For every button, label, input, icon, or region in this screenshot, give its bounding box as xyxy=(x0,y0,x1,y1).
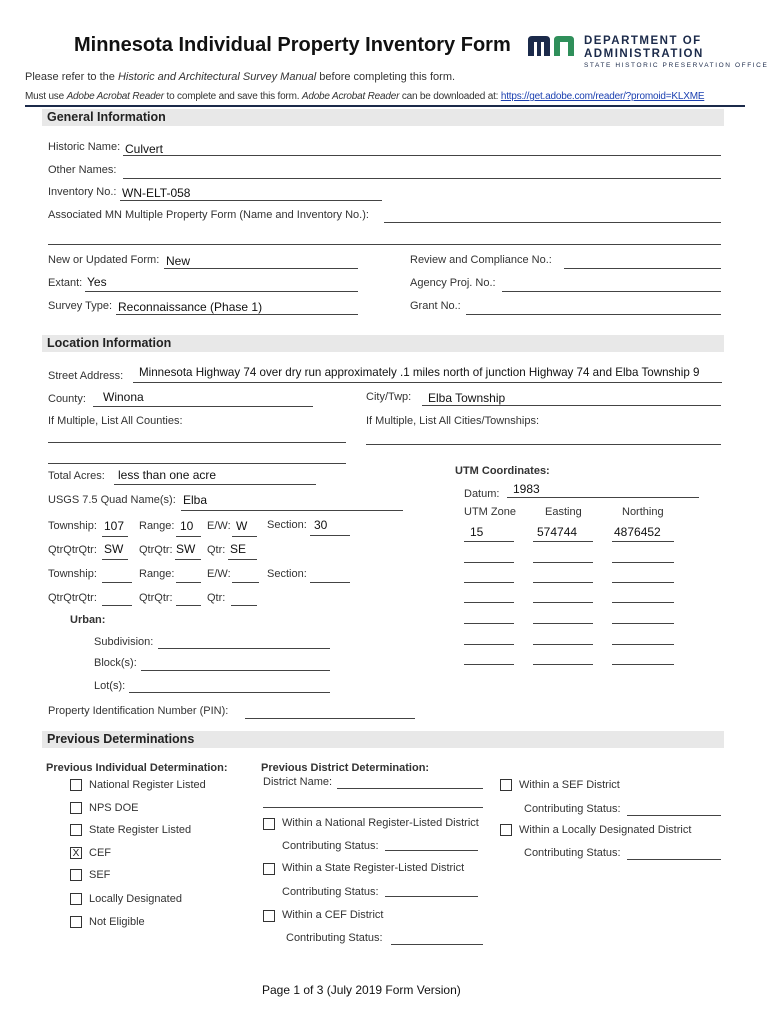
agency-label: Agency Proj. No.: xyxy=(410,277,496,289)
cef-district-label: Within a CEF District xyxy=(282,909,384,921)
ew-label: E/W: xyxy=(207,520,231,532)
cef-contributing-field[interactable] xyxy=(391,944,483,945)
nr-district-label: Within a National Register-Listed District xyxy=(282,817,479,829)
sef-contributing-label: Contributing Status: xyxy=(524,803,621,815)
must-use-text: Must use Adobe Acrobat Reader to complete and save this form. Adobe Acrobat Reader can be downloaded at: https://get.adobe.com/reader/?promoid=KLXME xyxy=(25,91,705,102)
range2-field[interactable] xyxy=(176,582,201,583)
northing-field[interactable]: 4876452 xyxy=(614,525,661,539)
section-field[interactable]: 30 xyxy=(314,518,328,532)
county-label: County: xyxy=(48,393,86,405)
qqq2-label: QtrQtrQtr: xyxy=(48,592,97,604)
q2-field[interactable] xyxy=(231,605,257,606)
pin-field[interactable] xyxy=(245,718,415,719)
individual-heading: Previous Individual Determination: xyxy=(46,762,228,774)
locally-designated-label: Locally Designated xyxy=(89,893,182,905)
sef-district-label: Within a SEF District xyxy=(519,779,620,791)
intro-text: Please refer to the Historic and Architectural Survey Manual before completing this form. xyxy=(25,71,456,83)
lots-label: Lot(s): xyxy=(94,680,126,692)
location-heading: Location Information xyxy=(42,335,724,352)
checkbox-national-register[interactable] xyxy=(70,779,82,791)
extant-field[interactable]: Yes xyxy=(87,275,107,289)
checkbox-sef[interactable] xyxy=(70,869,82,881)
historic-name-field[interactable]: Culvert xyxy=(125,142,164,156)
state-contributing-field[interactable] xyxy=(385,896,478,897)
range2-label: Range: xyxy=(139,568,175,580)
checkbox-cef[interactable]: X xyxy=(70,847,82,859)
checkbox-not-eligible[interactable] xyxy=(70,916,82,928)
qq2-field[interactable] xyxy=(176,605,201,606)
not-eligible-label: Not Eligible xyxy=(89,916,145,928)
manual-name: Historic and Architectural Survey Manual xyxy=(117,71,317,83)
city-label: City/Twp: xyxy=(366,391,412,403)
subdivision-label: Subdivision: xyxy=(94,636,154,648)
township2-field[interactable] xyxy=(102,582,132,583)
general-heading: General Information xyxy=(42,109,724,126)
qq-field[interactable]: SW xyxy=(176,542,196,556)
review-label: Review and Compliance No.: xyxy=(410,254,552,266)
grant-field[interactable] xyxy=(466,314,721,315)
section2-label: Section: xyxy=(267,568,307,580)
section2-field[interactable] xyxy=(310,582,350,583)
review-field[interactable] xyxy=(564,268,721,269)
township-field[interactable]: 107 xyxy=(104,519,125,533)
ew2-label: E/W: xyxy=(207,568,231,580)
qqq-field[interactable]: SW xyxy=(104,542,124,556)
multi-cities-label: If Multiple, List All Cities/Townships: xyxy=(366,415,540,427)
subdivision-field[interactable] xyxy=(158,648,330,649)
city-field[interactable]: Elba Township xyxy=(428,391,506,405)
quad-field[interactable]: Elba xyxy=(183,493,208,507)
sef-label: SEF xyxy=(89,869,111,881)
survey-type-field[interactable]: Reconnaissance (Phase 1) xyxy=(118,300,263,314)
utm-zone-label: UTM Zone xyxy=(464,506,516,518)
county-field[interactable]: Winona xyxy=(103,390,144,404)
logo-shpo: STATE HISTORIC PRESERVATION OFFICE xyxy=(584,62,769,69)
easting-field[interactable]: 574744 xyxy=(537,525,578,539)
q-label: Qtr: xyxy=(207,544,226,556)
inventory-field[interactable]: WN-ELT-058 xyxy=(122,186,191,200)
nr-contributing-label: Contributing Status: xyxy=(282,840,379,852)
utm-label: UTM Coordinates: xyxy=(455,465,550,477)
new-updated-label: New or Updated Form: xyxy=(48,254,160,266)
state-register-label: State Register Listed xyxy=(89,824,192,836)
qqq2-field[interactable] xyxy=(102,605,132,606)
checkbox-state-district[interactable] xyxy=(263,863,275,875)
cef-label: CEF xyxy=(89,847,111,859)
township2-label: Township: xyxy=(48,568,97,580)
survey-type-label: Survey Type: xyxy=(48,300,112,312)
range-label: Range: xyxy=(139,520,175,532)
section-label: Section: xyxy=(267,519,307,531)
district-heading: Previous District Determination: xyxy=(261,762,430,774)
northing-label: Northing xyxy=(622,506,664,518)
acres-label: Total Acres: xyxy=(48,470,105,482)
checkbox-cef-district[interactable] xyxy=(263,910,275,922)
q2-label: Qtr: xyxy=(207,592,226,604)
pin-label: Property Identification Number (PIN): xyxy=(48,705,229,717)
other-names-label: Other Names: xyxy=(48,164,117,176)
quad-label: USGS 7.5 Quad Name(s): xyxy=(48,494,176,506)
datum-field[interactable]: 1983 xyxy=(513,482,540,496)
multi-counties-label: If Multiple, List All Counties: xyxy=(48,415,183,427)
mn-logo xyxy=(526,34,578,61)
ew-field[interactable]: W xyxy=(236,519,248,533)
lots-field[interactable] xyxy=(129,692,330,693)
urban-label: Urban: xyxy=(70,614,106,626)
previous-heading: Previous Determinations xyxy=(42,731,724,748)
local-contributing-label: Contributing Status: xyxy=(524,847,621,859)
nps-doe-label: NPS DOE xyxy=(89,802,139,814)
national-register-label: National Register Listed xyxy=(89,779,206,791)
easting-label: Easting xyxy=(545,506,582,518)
inventory-label: Inventory No.: xyxy=(48,186,117,198)
blocks-label: Block(s): xyxy=(94,657,137,669)
checkbox-state-register[interactable] xyxy=(70,824,82,836)
state-contributing-label: Contributing Status: xyxy=(282,886,379,898)
grant-label: Grant No.: xyxy=(410,300,461,312)
form-title: Minnesota Individual Property Inventory Form xyxy=(74,34,511,56)
qq2-label: QtrQtr: xyxy=(139,592,173,604)
assoc-mpf-label: Associated MN Multiple Property Form (Name and Inventory No.): xyxy=(48,209,369,221)
township-label: Township: xyxy=(48,520,97,532)
nr-contributing-field[interactable] xyxy=(385,850,478,851)
multi-counties-field[interactable] xyxy=(48,442,346,443)
multi-cities-field[interactable] xyxy=(366,444,721,445)
sef-contributing-field[interactable] xyxy=(627,815,721,816)
local-district-label: Within a Locally Designated District xyxy=(519,824,692,836)
datum-label: Datum: xyxy=(464,488,500,500)
checkbox-locally-designated[interactable] xyxy=(70,893,82,905)
district-name-label: District Name: xyxy=(263,776,333,788)
ew2-field[interactable] xyxy=(232,582,259,583)
extant-label: Extant: xyxy=(48,277,83,289)
page-footer: Page 1 of 3 (July 2019 Form Version) xyxy=(262,983,461,997)
historic-name-label: Historic Name: xyxy=(48,141,121,153)
street-field[interactable]: Minnesota Highway 74 over dry run approximately .1 miles north of junction Highway 74 and Elba Township 9 xyxy=(139,366,700,379)
q-field[interactable]: SE xyxy=(230,542,247,556)
new-updated-field[interactable]: New xyxy=(166,254,191,268)
acres-field[interactable]: less than one acre xyxy=(118,468,217,482)
blocks-field[interactable] xyxy=(141,670,330,671)
checkbox-local-district[interactable] xyxy=(500,824,512,836)
checkbox-nr-district[interactable] xyxy=(263,818,275,830)
range-field[interactable]: 10 xyxy=(180,519,194,533)
adobe-download-link[interactable]: https://get.adobe.com/reader/?promoid=KLXME xyxy=(500,91,705,102)
local-contributing-field[interactable] xyxy=(627,859,721,860)
state-district-label: Within a State Register-Listed District xyxy=(282,862,465,874)
logo-administration: ADMINISTRATION xyxy=(584,48,704,60)
mn-logo-icon xyxy=(526,34,578,58)
qq-label: QtrQtr: xyxy=(139,544,173,556)
checkbox-sef-district[interactable] xyxy=(500,779,512,791)
checkbox-nps-doe[interactable] xyxy=(70,802,82,814)
cef-contributing-label: Contributing Status: xyxy=(286,932,383,944)
agency-field[interactable] xyxy=(502,291,721,292)
logo-department: DEPARTMENT OF xyxy=(584,35,702,47)
district-name-field[interactable] xyxy=(337,788,483,789)
header-rule xyxy=(25,105,745,107)
street-label: Street Address: xyxy=(48,370,124,382)
utm-zone-field[interactable]: 15 xyxy=(470,525,484,539)
qqq-label: QtrQtrQtr: xyxy=(48,544,97,556)
